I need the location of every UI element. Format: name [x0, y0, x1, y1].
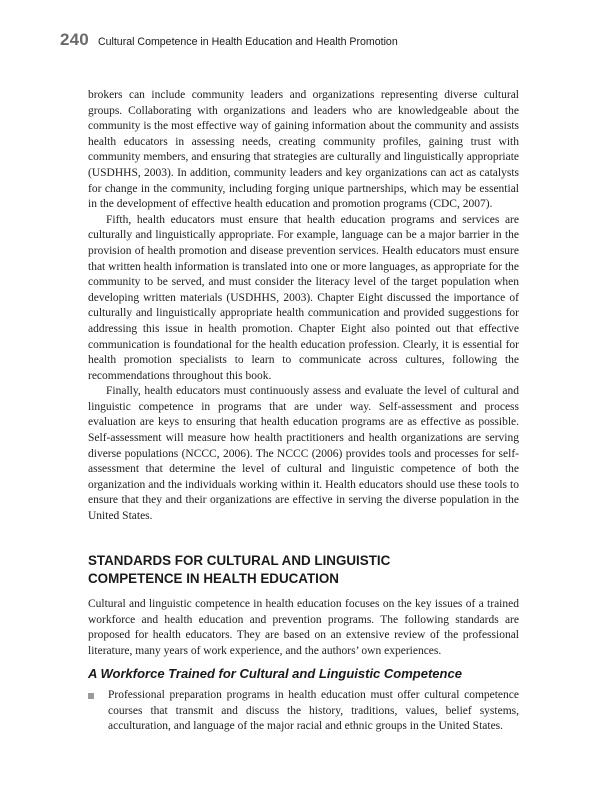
- section-heading: [88, 552, 519, 588]
- body-text: [88, 88, 519, 525]
- section-intro-paragraph: Cultural and linguistic competence in health education focuses on the key issues of a trained workforce and health education and prevention programs. The following standards are proposed for health educators. They are based on an extensive review of the professional literature, many years of work experience, and the authors’ own experiences.: [88, 598, 519, 657]
- square-bullet-icon: [88, 693, 94, 699]
- running-title: Cultural Competence in Health Education and Health Promotion: [97, 36, 398, 48]
- section-heading-line2: COMPETENCE IN HEALTH EDUCATION: [88, 571, 339, 586]
- running-head: [60, 30, 530, 54]
- section-heading-line1: STANDARDS FOR CULTURAL AND LINGUISTIC: [88, 553, 391, 568]
- paragraph-fifth: Fifth, health educators must ensure that health education programs and services are culturally and linguistically appropriate. For example, language can be a major barrier in the provision of health promotion and disease prevention services. Health educators must ensure that written health information is translated into one or more languages, as appropriate for the community to be served, and must consider the literacy level of the target population when developing written materials (USDHHS, 2003). Chapter Eight discussed the importance of culturally and linguistically appropriate health communication and provided suggestions for addressing this issue in health promotion. Chapter Eight also pointed out that effective communication is foundational for the health education profession. Clearly, it is essential for health promotion specialists to learn to communicate across cultures, following the recommendations throughout this book.: [88, 213, 519, 382]
- page-number: 240: [60, 30, 89, 49]
- paragraph-finally: Finally, health educators must continuously assess and evaluate the level of cultural and linguistic competence in programs that are under way. Self-assessment and process evaluation are keys to ensuring that health education programs are as effective as possible. Self-assessment will measure how health practitioners and health organizations are serving diverse populations (NCCC, 2006). The NCCC (2006) provides tools and processes for self-assessment that determine the level of cultural and linguistic competence of both the organization and the individuals working within it. Health educators should use these tools to ensure that they and their organizations are effective in serving the diverse population in the United States.: [88, 385, 519, 523]
- list-item: [88, 688, 519, 735]
- bullet-text: Professional preparation programs in health education must offer cultural competence courses that transmit and discuss the history, traditions, values, belief systems, acculturation, and language of the major racial and ethnic groups in the United States.: [108, 689, 519, 733]
- bullet-marker: [88, 688, 108, 735]
- subheading: A Workforce Trained for Cultural and Linguistic Competence: [88, 666, 462, 681]
- paragraph-continuation: brokers can include community leaders and organizations representing diverse cultural groups. Collaborating with organizations and leaders who are knowledgeable about the community is the most effective way of gaining information about the community and assists health educators in assessing needs, creating community profiles, gaining trust with community members, and ensuring that strategies are culturally and linguistically appropriate (USDHHS, 2003). In addition, community leaders and key organizations can act as catalysts for change in the community, including forging unique partnerships, which may be essential in the development of effective health education and promotion programs (CDC, 2007).: [88, 89, 519, 211]
